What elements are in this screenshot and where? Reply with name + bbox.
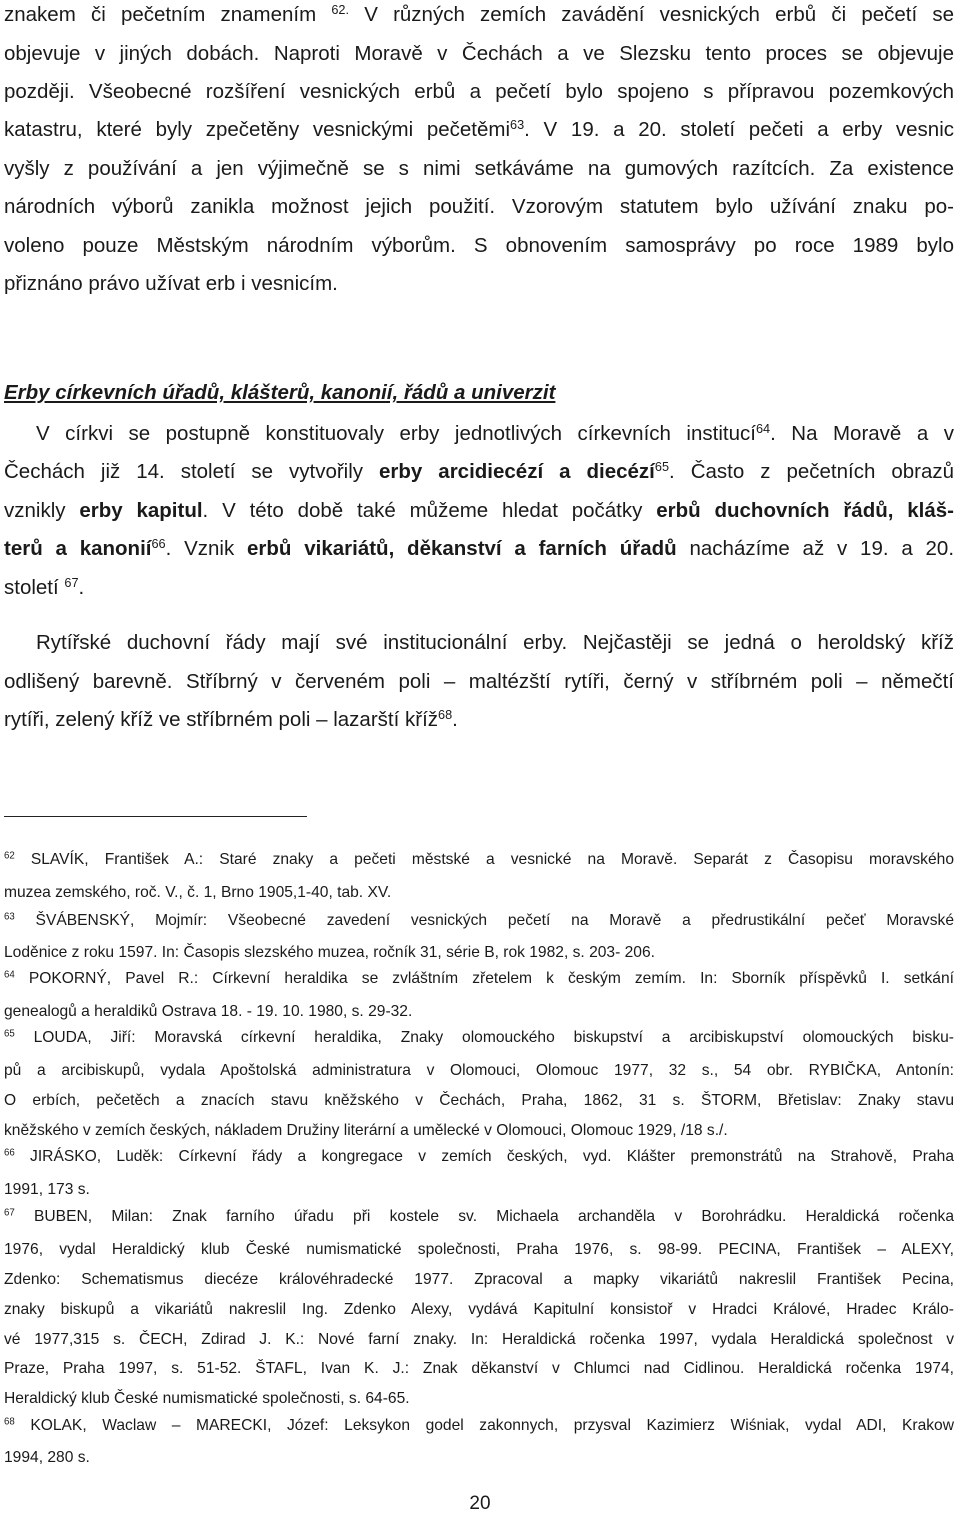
body-line: terů a kanonií$^{66}$. Vznik erbů vikariátů, děkanství a farních úřadů nacházíme až v 19. a 20. [4, 536, 954, 560]
footnote-separator [4, 816, 307, 817]
footnote-65: $^{65}$ LOUDA, Jiří: Moravská církevní heraldika, Znaky olomouckého biskupství a arcibiskupství olomouckých bisku- [4, 1028, 954, 1046]
footnote-63: $^{63}$ ŠVÁBENSKÝ, Mojmír: Všeobecné zavedení vesnických pečetí na Moravě a předrustikální pečeť Moravské [4, 911, 954, 929]
footnote-line: 1991, 173 s. [4, 1181, 90, 1198]
footnote-line: muzea zemského, roč. V., č. 1, Brno 1905,1-40, tab. XV. [4, 884, 392, 901]
section-heading: Erby církevních úřadů, klášterů, kanonií, řádů a univerzit [4, 381, 556, 404]
footnote-line: Loděnice z roku 1597. In: Časopis slezského muzea, ročník 31, série B, rok 1982, s. 203- 206. [4, 944, 655, 961]
body-line: přiznáno právo užívat erb i vesnicím. [4, 272, 338, 295]
footnote-line: vé 1977,315 s. ČECH, Zdirad J. K.: Nové farní znaky. In: Heraldická ročenka 1997, vydala Heraldická společnost v [4, 1331, 954, 1348]
footnote-line: 1976, vydal Heraldický klub České numismatické společnosti, Praha 1976, s. 98-99. PECINA, František – ALEXY, [4, 1241, 954, 1258]
body-line: znakem či pečetním znamením $^{62.}$ V různých zemích zavádění vesnických erbů či pečetí se [4, 2, 954, 26]
body-line: století $^{67}$. [4, 575, 85, 599]
body-line: objevuje v jiných dobách. Naproti Moravě v Čechách a ve Slezsku tento proces se objevuje [4, 42, 954, 65]
footnote-66: $^{66}$ JIRÁSKO, Luděk: Církevní řády a kongregace v zemích českých, vyd. Klášter premonstrátů na Strahově, Praha [4, 1147, 954, 1165]
footnote-ref[interactable]: 62. [331, 2, 350, 18]
body-line: voleno pouze Městským národním výborům. S obnovením samosprávy po roce 1989 bylo [4, 234, 954, 257]
footnote-ref[interactable]: 67 [64, 575, 79, 591]
body-line: odlišený barevně. Stříbrný v červeném poli – maltézští rytíři, černý v stříbrném poli – němečtí [4, 670, 954, 693]
footnote-line: Praze, Praha 1997, s. 51-52. ŠTAFL, Ivan K. J.: Znak děkanství v Chlumci nad Cidlinou. Heraldická ročenka 1974, [4, 1360, 954, 1377]
footnote-ref[interactable]: 66 [151, 536, 166, 552]
footnote-line: pů a arcibiskupů, vydala Apoštolská administratura v Olomouci, Olomouc 1977, 32 s., 54 obr. RYBIČKA, Antonín: [4, 1062, 954, 1079]
footnote-line: Zdenko: Schematismus diecéze královéhradecké 1977. Zpracoval a mapky vikariátů nakreslil František Pecina, [4, 1271, 954, 1288]
body-line: rytíři, zelený kříž ve stříbrném poli – lazarští kříž$^{68}$. [4, 707, 458, 731]
footnote-68: $^{68}$ KOLAK, Waclaw – MARECKI, Józef: Leksykon godel zakonnych, przysval Kazimierz Wiśniak, vydal ADI, Krakow [4, 1416, 954, 1434]
body-line: V církvi se postupně konstituovaly erby jednotlivých církevních institucí$^{64}$. Na Moravě a v [36, 421, 954, 445]
body-line: vznikly erby kapitul. V této době také můžeme hledat počátky erbů duchovních řádů, kláš- [4, 499, 954, 522]
footnote-62: $^{62}$ SLAVÍK, František A.: Staré znaky a pečeti městské a vesnické na Moravě. Separát z Časopisu moravského [4, 850, 954, 868]
footnote-ref[interactable]: 63 [510, 117, 525, 133]
footnote-ref[interactable]: 68 [438, 707, 453, 723]
footnote-line: 1994, 280 s. [4, 1449, 90, 1466]
body-line: národních výborů zanikla možnost jejich použití. Vzorovým statutem bylo užívání znaku po- [4, 195, 954, 218]
footnote-line: kněžského v zemích českých, nákladem Družiny literární a umělecké v Olomouci, Olomouc 1929, /18 s./. [4, 1122, 728, 1139]
footnote-ref[interactable]: 65 [654, 459, 670, 475]
footnote-ref[interactable]: 64 [755, 421, 771, 437]
body-line: Rytířské duchovní řády mají své institucionální erby. Nejčastěji se jedná o heroldský kříž [36, 631, 954, 654]
footnote-line: genealogů a heraldiků Ostrava 18. - 19. 10. 1980, s. 29-32. [4, 1003, 413, 1020]
body-line: Čechách již 14. století se vytvořily erby arcidiecézí a diecézí$^{65}$. Často z pečetních obrazů [4, 459, 954, 483]
footnote-64: $^{64}$ POKORNÝ, Pavel R.: Církevní heraldika se zvláštním zřetelem k českým zemím. In: Sborník příspěvků I. setkání [4, 969, 954, 987]
footnote-line: Heraldický klub České numismatické společnosti, s. 64-65. [4, 1390, 410, 1407]
footnote-67: $^{67}$ BUBEN, Milan: Znak farního úřadu při kostele sv. Michaela archanděla v Borohrádku. Heraldická ročenka [4, 1207, 954, 1225]
body-line: později. Všeobecné rozšíření vesnických erbů a pečetí bylo spojeno s přípravou pozemkových [4, 80, 954, 103]
body-line: vyšly z používání a jen výjimečně se s nimi setkáváme na gumových razítcích. Za existence [4, 157, 954, 180]
footnote-line: O erbích, pečetěch a znacích stavu kněžského v Čechách, Praha, 1862, 31 s. ŠTORM, Břetislav: Znaky stavu [4, 1092, 954, 1109]
body-line: katastru, které byly zpečetěny vesnickými pečetěmi$^{63}$. V 19. a 20. století pečeti a erby vesnic [4, 117, 954, 141]
page-number: 20 [469, 1493, 491, 1514]
footnote-line: znaky biskupů a vikariátů nakreslil Ing. Zdenko Alexy, vydává Kapitulní konsistoř v Hradci Králové, Hradec Králo- [4, 1301, 954, 1318]
